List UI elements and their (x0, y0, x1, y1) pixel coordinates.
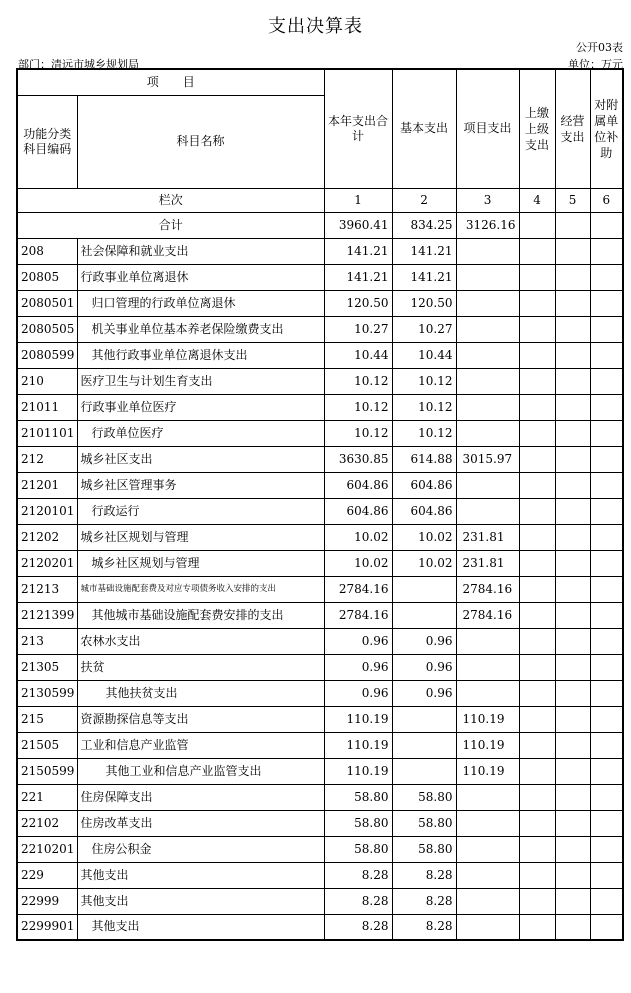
cell-code: 2120101 (17, 498, 77, 524)
cell-business (555, 654, 590, 680)
cell-business (555, 446, 590, 472)
cell-basic: 8.28 (392, 862, 456, 888)
cell-subject-name: 资源勘探信息等支出 (77, 706, 324, 732)
cell-project (456, 368, 519, 394)
cell-basic: 58.80 (392, 810, 456, 836)
cell-project: 110.19 (456, 732, 519, 758)
cell-project: 110.19 (456, 758, 519, 784)
cell-total: 604.86 (324, 498, 392, 524)
cell-upper (519, 888, 555, 914)
cell-subsidy (590, 524, 623, 550)
cell-code: 2101101 (17, 420, 77, 446)
cell-subject-name: 归口管理的行政单位离退休 (77, 290, 324, 316)
cell-upper (519, 394, 555, 420)
cell-upper (519, 550, 555, 576)
cell-subject-name: 其他扶贫支出 (77, 680, 324, 706)
cell-subject-name: 农林水支出 (77, 628, 324, 654)
cell-subsidy (590, 238, 623, 264)
cell-business (555, 862, 590, 888)
header-business: 经营支出 (555, 69, 590, 188)
cell-basic: 0.96 (392, 654, 456, 680)
cell-project (456, 238, 519, 264)
cell-basic: 10.12 (392, 420, 456, 446)
cell-total: 3630.85 (324, 446, 392, 472)
cell-business (555, 784, 590, 810)
cell-total: 141.21 (324, 238, 392, 264)
cell-business (555, 628, 590, 654)
table-row (17, 914, 623, 940)
cell-upper (519, 862, 555, 888)
cell-upper (519, 446, 555, 472)
cell-subsidy (590, 602, 623, 628)
cell-business (555, 576, 590, 602)
cell-upper (519, 498, 555, 524)
cell-basic: 0.96 (392, 680, 456, 706)
cell-business (555, 914, 590, 940)
cell-basic: 141.21 (392, 238, 456, 264)
cell-business (555, 680, 590, 706)
cell-code: 21202 (17, 524, 77, 550)
cell-code: 2121399 (17, 602, 77, 628)
cell-upper (519, 524, 555, 550)
total-label: 合计 (17, 212, 324, 238)
cell-subject-name: 住房公积金 (77, 836, 324, 862)
col-num: 5 (555, 188, 590, 212)
cell-code: 21011 (17, 394, 77, 420)
cell-total: 120.50 (324, 290, 392, 316)
cell-total: 0.96 (324, 654, 392, 680)
header-subsidy: 对附属单位补助 (590, 69, 623, 188)
table-row (17, 810, 623, 836)
table-row (17, 654, 623, 680)
cell-project (456, 888, 519, 914)
cell-total: 8.28 (324, 862, 392, 888)
table-row (17, 342, 623, 368)
cell-basic: 0.96 (392, 628, 456, 654)
cell-basic (392, 576, 456, 602)
cell-code: 21305 (17, 654, 77, 680)
cell-project (456, 862, 519, 888)
cell-business (555, 316, 590, 342)
cell-business (555, 706, 590, 732)
cell-subject-name: 行政单位医疗 (77, 420, 324, 446)
table-row (17, 888, 623, 914)
table-row (17, 316, 623, 342)
cell-subject-name: 医疗卫生与计划生育支出 (77, 368, 324, 394)
unit-label: 单位：万元 (568, 58, 623, 71)
table-row (17, 524, 623, 550)
cell-basic: 604.86 (392, 498, 456, 524)
table-row (17, 368, 623, 394)
cell-project (456, 472, 519, 498)
col-num: 3 (456, 188, 519, 212)
cell-subsidy (590, 264, 623, 290)
table-row (17, 264, 623, 290)
cell-basic: 58.80 (392, 784, 456, 810)
cell-total: 8.28 (324, 914, 392, 940)
cell-project: 2784.16 (456, 602, 519, 628)
cell-code: 2080505 (17, 316, 77, 342)
header-upper: 上缴上级支出 (519, 69, 555, 188)
cell-subject-name: 其他支出 (77, 862, 324, 888)
table-row (17, 680, 623, 706)
cell-upper (519, 914, 555, 940)
department-label: 部门：清远市城乡规划局 (18, 58, 139, 71)
cell-upper (519, 472, 555, 498)
cell-project (456, 290, 519, 316)
cell-code: 22999 (17, 888, 77, 914)
cell-basic: 10.12 (392, 368, 456, 394)
cell-subject-name: 行政事业单位医疗 (77, 394, 324, 420)
cell-subject-name: 住房改革支出 (77, 810, 324, 836)
cell-project (456, 680, 519, 706)
cell-basic: 120.50 (392, 290, 456, 316)
total-basic: 834.25 (392, 212, 456, 238)
cell-subject-name: 其他城市基础设施配套费安排的支出 (77, 602, 324, 628)
cell-code: 2210201 (17, 836, 77, 862)
cell-upper (519, 706, 555, 732)
cell-total: 604.86 (324, 472, 392, 498)
header-project: 项 目 (17, 69, 324, 95)
cell-total: 58.80 (324, 836, 392, 862)
cell-subsidy (590, 784, 623, 810)
header-basic: 基本支出 (392, 69, 456, 188)
cell-basic (392, 706, 456, 732)
cell-project (456, 784, 519, 810)
table-row (17, 498, 623, 524)
cell-upper (519, 628, 555, 654)
cell-subject-name: 社会保障和就业支出 (77, 238, 324, 264)
cell-subsidy (590, 446, 623, 472)
table-row (17, 238, 623, 264)
cell-business (555, 524, 590, 550)
cell-code: 213 (17, 628, 77, 654)
col-num: 6 (590, 188, 623, 212)
cell-code: 221 (17, 784, 77, 810)
cell-code: 2080501 (17, 290, 77, 316)
cell-code: 2299901 (17, 914, 77, 940)
cell-subject-name: 扶贫 (77, 654, 324, 680)
cell-project (456, 498, 519, 524)
cell-subsidy (590, 810, 623, 836)
cell-total: 141.21 (324, 264, 392, 290)
cell-subject-name: 其他支出 (77, 888, 324, 914)
cell-total: 10.02 (324, 524, 392, 550)
cell-total: 58.80 (324, 810, 392, 836)
cell-subject-name: 住房保障支出 (77, 784, 324, 810)
cell-subject-name: 行政运行 (77, 498, 324, 524)
cell-total: 110.19 (324, 732, 392, 758)
cell-subsidy (590, 576, 623, 602)
cell-subject-name: 其他工业和信息产业监管支出 (77, 758, 324, 784)
cell-upper (519, 264, 555, 290)
cell-basic: 10.44 (392, 342, 456, 368)
table-row (17, 472, 623, 498)
col-num: 4 (519, 188, 555, 212)
cell-business (555, 550, 590, 576)
cell-subject-name: 城乡社区规划与管理 (77, 550, 324, 576)
cell-subsidy (590, 836, 623, 862)
lanci-label: 栏次 (17, 188, 324, 212)
table-row (17, 290, 623, 316)
cell-subject-name: 其他支出 (77, 914, 324, 940)
cell-code: 208 (17, 238, 77, 264)
cell-upper (519, 238, 555, 264)
cell-project (456, 628, 519, 654)
cell-upper (519, 342, 555, 368)
cell-total: 0.96 (324, 628, 392, 654)
total-row (17, 212, 623, 238)
cell-subsidy (590, 654, 623, 680)
cell-basic: 8.28 (392, 888, 456, 914)
cell-business (555, 888, 590, 914)
cell-business (555, 238, 590, 264)
cell-subsidy (590, 914, 623, 940)
cell-subsidy (590, 862, 623, 888)
table-row (17, 758, 623, 784)
cell-subsidy (590, 732, 623, 758)
cell-subject-name: 城乡社区管理事务 (77, 472, 324, 498)
cell-total: 10.12 (324, 420, 392, 446)
cell-subject-name: 城市基础设施配套费及对应专项债务收入安排的支出 (77, 576, 324, 602)
cell-basic (392, 758, 456, 784)
table-row (17, 576, 623, 602)
cell-total: 10.12 (324, 394, 392, 420)
cell-project (456, 654, 519, 680)
cell-basic: 141.21 (392, 264, 456, 290)
table-row (17, 862, 623, 888)
cell-business (555, 732, 590, 758)
expenditure-table (16, 68, 624, 941)
table-row (17, 784, 623, 810)
cell-business (555, 368, 590, 394)
header-subject-name: 科目名称 (77, 95, 324, 188)
cell-basic (392, 602, 456, 628)
table-row (17, 420, 623, 446)
cell-code: 2120201 (17, 550, 77, 576)
cell-subject-name: 机关事业单位基本养老保险缴费支出 (77, 316, 324, 342)
cell-basic: 8.28 (392, 914, 456, 940)
cell-project (456, 810, 519, 836)
cell-subsidy (590, 888, 623, 914)
cell-code: 2130599 (17, 680, 77, 706)
cell-code: 210 (17, 368, 77, 394)
cell-subsidy (590, 368, 623, 394)
cell-total: 58.80 (324, 784, 392, 810)
cell-project (456, 264, 519, 290)
cell-upper (519, 680, 555, 706)
cell-code: 2150599 (17, 758, 77, 784)
cell-total: 110.19 (324, 758, 392, 784)
cell-business (555, 602, 590, 628)
cell-business (555, 810, 590, 836)
cell-upper (519, 732, 555, 758)
cell-project (456, 836, 519, 862)
cell-subject-name: 行政事业单位离退休 (77, 264, 324, 290)
header-func-code: 功能分类科目编码 (17, 95, 77, 188)
cell-upper (519, 758, 555, 784)
cell-total: 0.96 (324, 680, 392, 706)
cell-total: 10.02 (324, 550, 392, 576)
cell-project: 3015.97 (456, 446, 519, 472)
cell-subject-name: 工业和信息产业监管 (77, 732, 324, 758)
form-number: 公开03表 (576, 41, 623, 54)
cell-basic: 614.88 (392, 446, 456, 472)
cell-code: 229 (17, 862, 77, 888)
cell-subsidy (590, 472, 623, 498)
cell-upper (519, 368, 555, 394)
cell-subsidy (590, 706, 623, 732)
cell-subsidy (590, 342, 623, 368)
cell-code: 21505 (17, 732, 77, 758)
col-num: 2 (392, 188, 456, 212)
cell-business (555, 472, 590, 498)
table-row (17, 732, 623, 758)
cell-project (456, 420, 519, 446)
cell-business (555, 342, 590, 368)
cell-upper (519, 784, 555, 810)
cell-upper (519, 836, 555, 862)
table-row (17, 706, 623, 732)
col-num: 1 (324, 188, 392, 212)
table-row (17, 628, 623, 654)
cell-subject-name: 城乡社区规划与管理 (77, 524, 324, 550)
cell-total: 10.12 (324, 368, 392, 394)
cell-basic (392, 732, 456, 758)
cell-upper (519, 420, 555, 446)
header-total: 本年支出合计 (324, 69, 392, 188)
cell-code: 21201 (17, 472, 77, 498)
cell-total: 2784.16 (324, 576, 392, 602)
cell-basic: 10.12 (392, 394, 456, 420)
cell-business (555, 394, 590, 420)
cell-total: 10.27 (324, 316, 392, 342)
table-row (17, 446, 623, 472)
cell-subsidy (590, 550, 623, 576)
cell-code: 212 (17, 446, 77, 472)
cell-subsidy (590, 498, 623, 524)
cell-project: 231.81 (456, 550, 519, 576)
cell-subsidy (590, 420, 623, 446)
cell-subject-name: 城乡社区支出 (77, 446, 324, 472)
cell-business (555, 264, 590, 290)
header-project-expense: 项目支出 (456, 69, 519, 188)
table-row (17, 602, 623, 628)
cell-total: 2784.16 (324, 602, 392, 628)
cell-basic: 10.02 (392, 524, 456, 550)
cell-project: 231.81 (456, 524, 519, 550)
cell-project (456, 316, 519, 342)
total-project: 3126.16 (456, 212, 519, 238)
cell-business (555, 758, 590, 784)
cell-business (555, 836, 590, 862)
table-row (17, 394, 623, 420)
cell-code: 21213 (17, 576, 77, 602)
cell-code: 215 (17, 706, 77, 732)
cell-total: 8.28 (324, 888, 392, 914)
cell-upper (519, 810, 555, 836)
cell-code: 20805 (17, 264, 77, 290)
cell-project (456, 914, 519, 940)
cell-subsidy (590, 758, 623, 784)
cell-upper (519, 654, 555, 680)
cell-basic: 604.86 (392, 472, 456, 498)
cell-business (555, 420, 590, 446)
cell-project (456, 394, 519, 420)
cell-subsidy (590, 680, 623, 706)
total-amount: 3960.41 (324, 212, 392, 238)
cell-subsidy (590, 628, 623, 654)
table-row (17, 550, 623, 576)
cell-upper (519, 576, 555, 602)
cell-subject-name: 其他行政事业单位离退休支出 (77, 342, 324, 368)
cell-total: 10.44 (324, 342, 392, 368)
cell-subsidy (590, 290, 623, 316)
cell-subsidy (590, 394, 623, 420)
cell-business (555, 498, 590, 524)
cell-basic: 10.27 (392, 316, 456, 342)
cell-basic: 58.80 (392, 836, 456, 862)
cell-project (456, 342, 519, 368)
cell-upper (519, 290, 555, 316)
cell-business (555, 290, 590, 316)
cell-project: 110.19 (456, 706, 519, 732)
cell-basic: 10.02 (392, 550, 456, 576)
cell-total: 110.19 (324, 706, 392, 732)
cell-project: 2784.16 (456, 576, 519, 602)
cell-code: 22102 (17, 810, 77, 836)
cell-code: 2080599 (17, 342, 77, 368)
table-row (17, 836, 623, 862)
page-title: 支出决算表 (268, 16, 363, 37)
cell-upper (519, 316, 555, 342)
cell-upper (519, 602, 555, 628)
cell-subsidy (590, 316, 623, 342)
